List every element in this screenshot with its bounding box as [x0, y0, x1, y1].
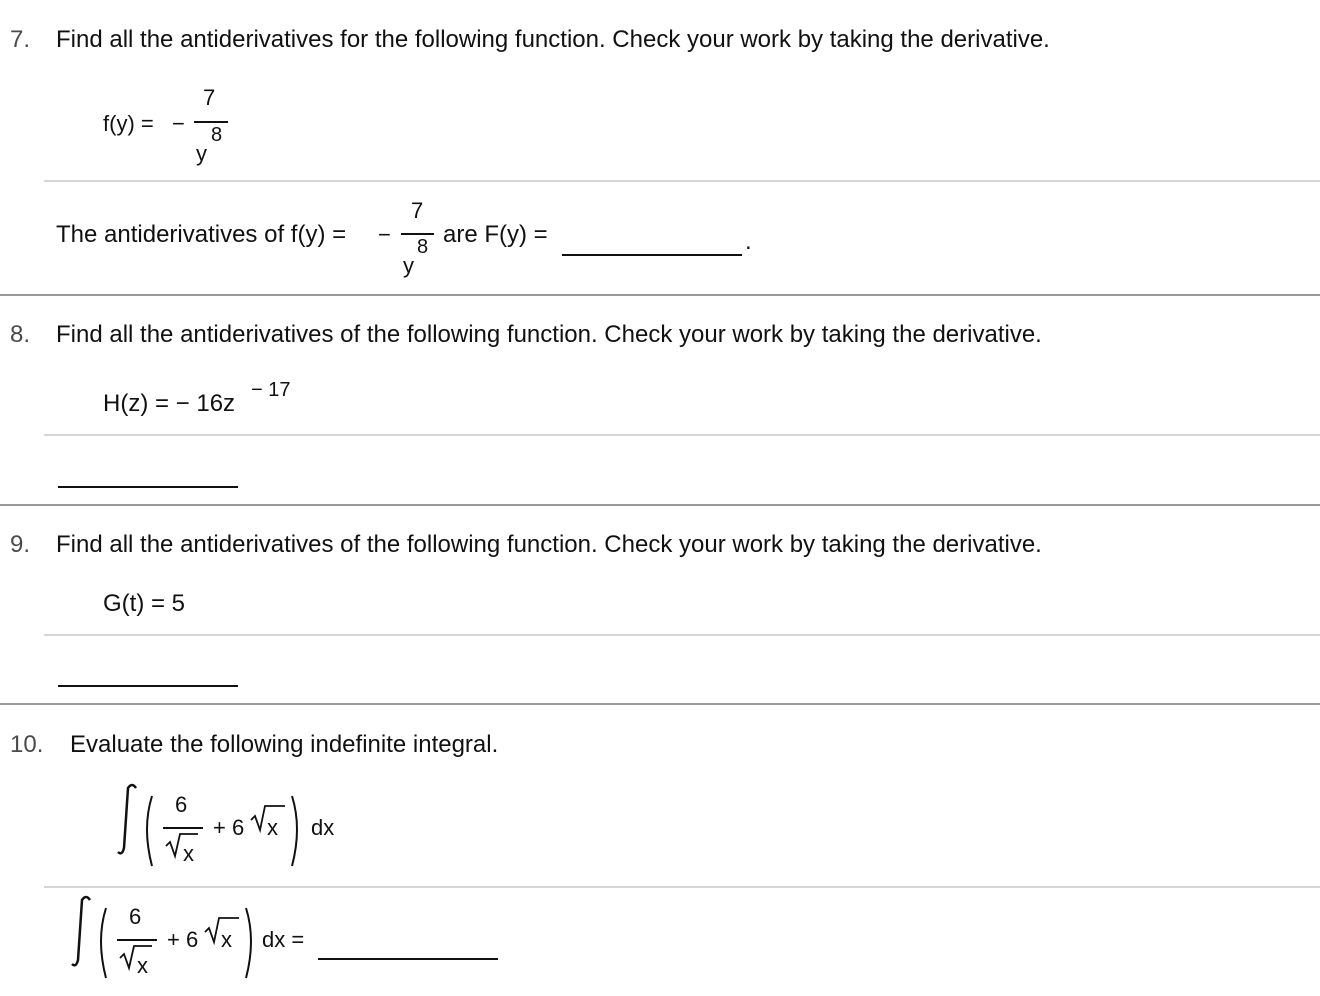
- radicand: x: [267, 815, 278, 840]
- question-number: 7.: [10, 26, 31, 53]
- question-prompt: Find all the antiderivatives for the following function. Check your work by taking the derivative.: [56, 26, 1050, 53]
- question-prompt: Find all the antiderivatives of the following function. Check your work by taking the derivative.: [56, 321, 1042, 348]
- fraction-numerator: 6: [175, 792, 188, 817]
- question-separator: [0, 703, 1320, 705]
- answer-middle: are F(y) =: [443, 221, 548, 248]
- section-divider: [44, 634, 1320, 636]
- answer-input-blank[interactable]: [318, 958, 498, 960]
- integral-sign: [72, 897, 90, 965]
- fraction-denominator-base: y: [403, 253, 414, 278]
- right-paren: [246, 908, 251, 978]
- fraction-denominator-exponent: 8: [211, 124, 223, 146]
- fraction-bar: [401, 233, 434, 235]
- function-exponent: − 17: [251, 379, 291, 401]
- question-separator: [0, 294, 1320, 296]
- section-divider: [44, 180, 1320, 182]
- fraction-bar: [163, 827, 203, 829]
- question-number: 9.: [10, 531, 31, 558]
- function-lhs: f(y) =: [103, 111, 154, 136]
- right-paren: [292, 796, 297, 866]
- fraction-bar: [117, 939, 157, 941]
- answer-differential: dx =: [262, 927, 305, 952]
- fraction-denominator-base: y: [196, 141, 207, 166]
- fraction-numerator: 7: [411, 198, 424, 223]
- fraction-denominator-exponent: 8: [417, 236, 429, 258]
- question-prompt: Find all the antiderivatives of the following function. Check your work by taking the derivative.: [56, 531, 1042, 558]
- section-divider: [44, 886, 1320, 888]
- left-paren: [147, 796, 152, 866]
- negative-sign: −: [172, 111, 185, 136]
- question-number: 8.: [10, 321, 31, 348]
- fraction-numerator: 7: [203, 85, 216, 110]
- function-main: H(z) = − 16z: [103, 390, 236, 417]
- integral-sign: [118, 785, 136, 853]
- fraction-denominator-radicand: x: [183, 841, 194, 866]
- differential: dx: [311, 815, 335, 840]
- fraction-numerator: 6: [129, 904, 142, 929]
- section-divider: [44, 434, 1320, 436]
- function-display: G(t) = 5: [103, 590, 186, 617]
- question-number: 10.: [10, 731, 44, 758]
- answer-input-blank[interactable]: [58, 685, 238, 687]
- answer-suffix: .: [745, 228, 752, 255]
- question-separator: [0, 504, 1320, 506]
- fraction-bar: [194, 121, 228, 123]
- answer-input-blank[interactable]: [562, 254, 742, 256]
- answer-prefix: The antiderivatives of f(y) =: [56, 221, 347, 248]
- negative-sign: −: [378, 222, 391, 247]
- plus-term: + 6: [167, 927, 199, 952]
- radicand: x: [221, 927, 232, 952]
- left-paren: [101, 908, 106, 978]
- answer-input-blank[interactable]: [58, 486, 238, 488]
- plus-term: + 6: [213, 815, 245, 840]
- question-prompt: Evaluate the following indefinite integral.: [70, 731, 499, 758]
- fraction-denominator-radicand: x: [137, 953, 148, 978]
